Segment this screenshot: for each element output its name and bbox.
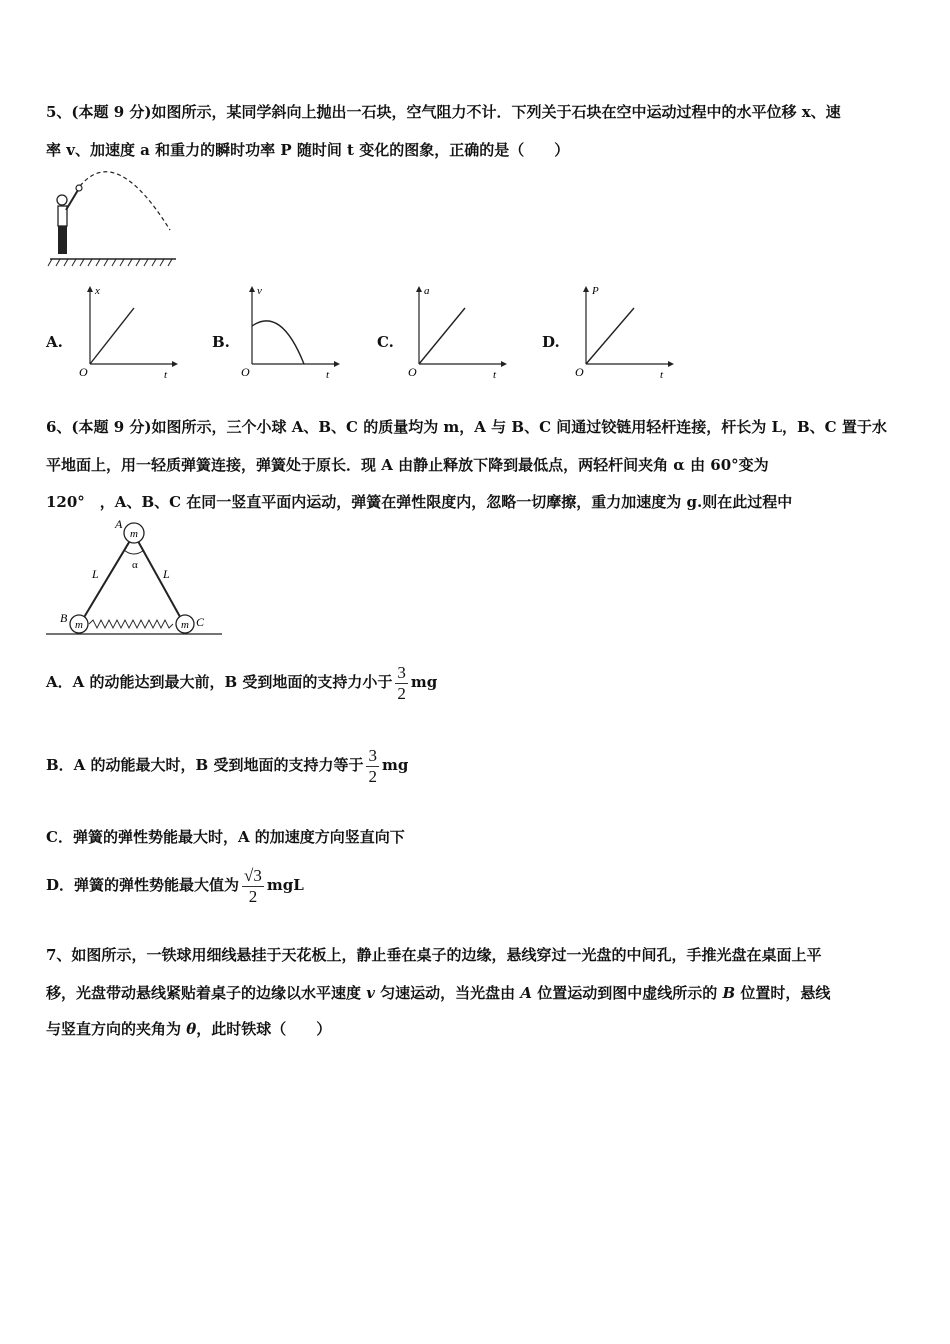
q7-stem-line2: 移，光盘带动悬线紧贴着桌子的边缘以水平速度 v 匀速运动，当光盘由 A 位置运动到图中虚线所示的 B 位置时，悬线 — [46, 984, 831, 1002]
q5-graph-b — [236, 280, 346, 380]
svg-text:B: B — [60, 611, 68, 625]
q6-stem-line3: 120° ，A、B、C 在同一竖直平面内运动，弹簧在弹性限度内，忽略一切摩擦，重力加速度为 g.则在此过程中 — [46, 493, 793, 511]
q6-stem-line2: 平地面上，用一轻质弹簧连接，弹簧处于原长．现 A 由静止释放下降到最低点，两轻杆间夹角 α 由 60°变为 — [46, 456, 769, 474]
svg-text:O: O — [79, 365, 88, 379]
q5-graph-d-yvar: P — [592, 285, 599, 297]
svg-text:A: A — [115, 517, 123, 531]
q6-option-b: B．A 的动能最大时，B 受到地面的支持力等于 $\frac{3}{2}$ mg — [46, 745, 409, 786]
q5-graph-c-yvar: a — [424, 285, 430, 297]
svg-text:m: m — [75, 619, 83, 631]
q5-option-c-label: C. — [377, 333, 394, 351]
q5-throw-figure — [46, 168, 186, 268]
q5-graph-d — [570, 280, 680, 380]
q5-option-d-label: D. — [542, 333, 560, 351]
svg-text:t: t — [326, 369, 330, 380]
q5-graph-b-yvar: v — [257, 285, 262, 297]
q7-stem-line3: 与竖直方向的夹角为 θ，此时铁球（ ） — [46, 1020, 332, 1038]
q6-option-c: C．弹簧的弹性势能最大时，A 的加速度方向竖直向下 — [46, 828, 405, 846]
q5-graph-a-yvar: x — [95, 285, 100, 297]
svg-text:L: L — [92, 567, 99, 581]
q5-stem-line2: 率 v、加速度 a 和重力的瞬时功率 P 随时间 t 变化的图象，正确的是（ ） — [46, 141, 570, 159]
svg-text:O: O — [241, 365, 250, 379]
q5-graph-a — [74, 280, 184, 380]
svg-text:t: t — [164, 369, 168, 380]
q6-stem-line1: 6、(本题 9 分)如图所示，三个小球 A、B、C 的质量均为 m，A 与 B、C 间通过铰链用轻杆连接，杆长为 L，B、C 置于水 — [46, 418, 887, 436]
svg-text:m: m — [130, 528, 138, 540]
svg-text:C: C — [196, 615, 205, 629]
svg-text:t: t — [493, 369, 497, 380]
svg-text:O: O — [408, 365, 417, 379]
q5-option-b-label: B. — [212, 333, 230, 351]
svg-text:t: t — [660, 369, 664, 380]
svg-text:L: L — [163, 567, 170, 581]
q6-option-a: A．A 的动能达到最大前，B 受到地面的支持力小于 $\frac{3}{2}$ mg — [46, 662, 438, 703]
svg-text:m: m — [181, 619, 189, 631]
q6-triangle-figure — [46, 516, 226, 640]
q5-graph-c — [403, 280, 513, 380]
q7-stem-line1: 7、如图所示，一铁球用细线悬挂于天花板上，静止垂在桌子的边缘，悬线穿过一光盘的中间孔，手推光盘在桌面上平 — [46, 946, 822, 964]
svg-text:α: α — [132, 559, 138, 571]
svg-text:O: O — [575, 365, 584, 379]
q6-option-d: D．弹簧的弹性势能最大值为 $\frac{√3}{2}$ mgL — [46, 865, 304, 906]
q5-stem-line1: 5、(本题 9 分)如图所示，某同学斜向上抛出一石块，空气阻力不计．下列关于石块在空中运动过程中的水平位移 x、速 — [46, 103, 841, 121]
q5-option-a-label: A. — [46, 333, 63, 351]
